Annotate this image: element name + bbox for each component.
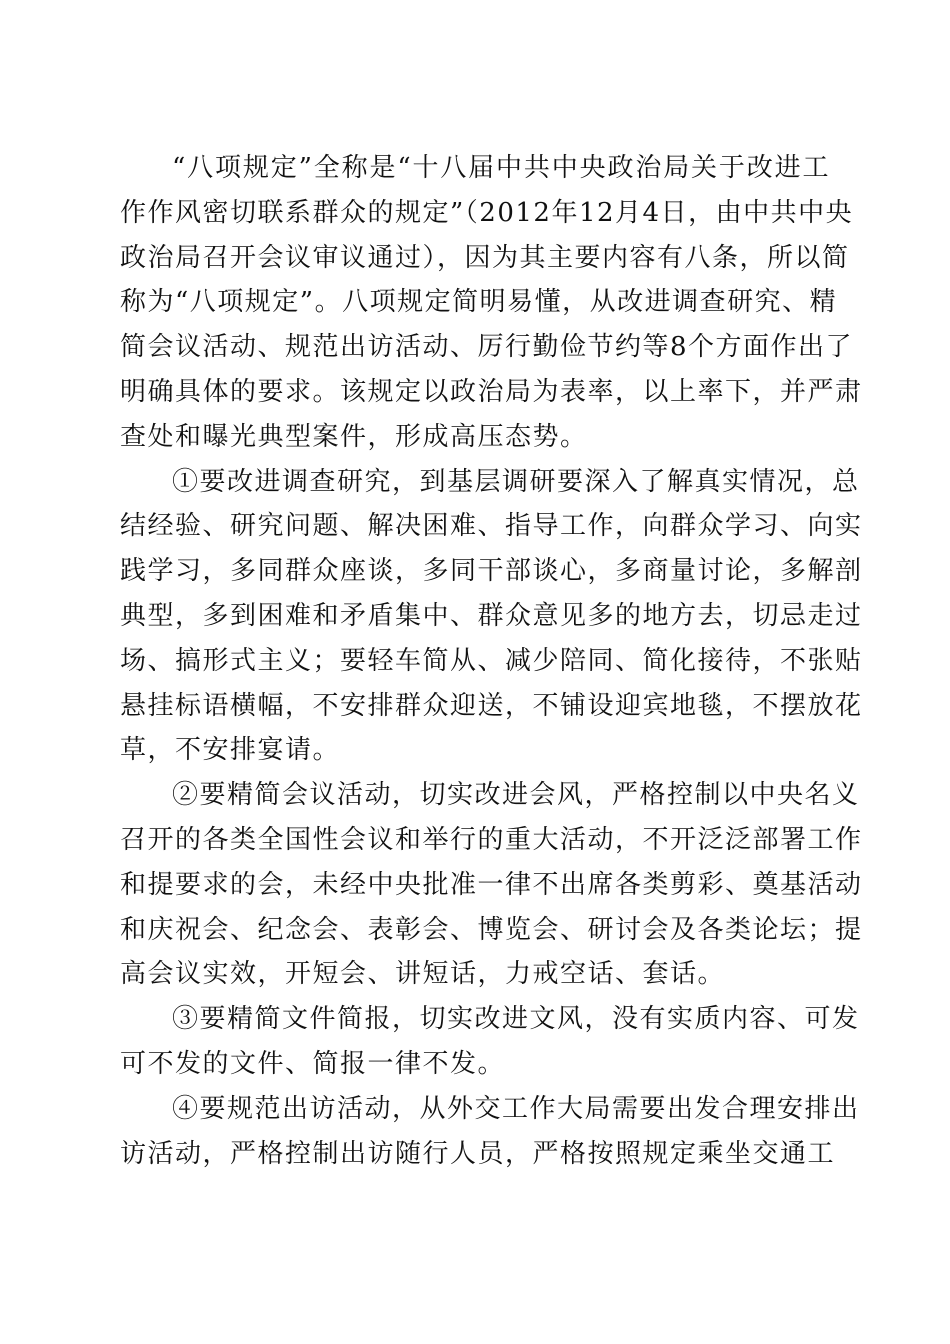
text-line: 悬挂标语横幅，不安排群众迎送，不铺设迎宾地毯，不摆放花 <box>120 690 863 721</box>
text-line: 场、搞形式主义；要轻车简从、减少陪同、简化接待，不张贴 <box>120 645 863 676</box>
text-line: 简会议活动、规范出访活动、厉行勤俭节约等8个方面作出了 <box>120 332 854 363</box>
text-line: 称为“八项规定”。八项规定简明易懂，从改进调查研究、精 <box>120 287 838 318</box>
text-line: 作作风密切联系群众的规定”（2012年12月4日，由中共中央 <box>120 197 854 228</box>
paragraph-item-3 <box>120 997 860 1087</box>
text-line: 高会议实效，开短会、讲短话，力戒空话、套话。 <box>120 959 726 990</box>
text-line: 明确具体的要求。该规定以政治局为表率，以上率下，并严肃 <box>120 376 863 407</box>
paragraph-item-4 <box>120 1087 860 1177</box>
text-line: ①要改进调查研究，到基层调研要深入了解真实情况，总 <box>172 466 860 497</box>
text-line: 政治局召开会议审议通过），因为其主要内容有八条，所以简 <box>120 242 850 273</box>
paragraph-item-2 <box>120 773 863 997</box>
text-line: ②要精简会议活动，切实改进会风，严格控制以中央名义 <box>172 780 860 811</box>
text-line: 查处和曝光典型案件，形成高压态势。 <box>120 421 588 452</box>
text-line: 草，不安排宴请。 <box>120 735 341 766</box>
document-body <box>120 146 863 1176</box>
paragraph-intro <box>120 146 863 460</box>
text-line: 可不发的文件、简报一律不发。 <box>120 1048 506 1079</box>
paragraph-item-1 <box>120 460 863 774</box>
text-line: ④要规范出访活动，从外交工作大局需要出发合理安排出 <box>172 1093 860 1124</box>
text-line: 召开的各类全国性会议和举行的重大活动，不开泛泛部署工作 <box>120 824 863 855</box>
text-line: 典型，多到困难和矛盾集中、群众意见多的地方去，切忌走过 <box>120 600 863 631</box>
text-line: ③要精简文件简报，切实改进文风，没有实质内容、可发 <box>172 1004 860 1035</box>
text-line: 结经验、研究问题、解决困难、指导工作，向群众学习、向实 <box>120 511 863 542</box>
text-line: 和提要求的会，未经中央批准一律不出席各类剪彩、奠基活动 <box>120 869 863 900</box>
text-line: 访活动，严格控制出访随行人员，严格按照规定乘坐交通工 <box>120 1138 836 1169</box>
text-line: “八项规定”全称是“十八届中共中央政治局关于改进工 <box>172 153 830 183</box>
text-line: 践学习，多同群众座谈，多同干部谈心，多商量讨论，多解剖 <box>120 556 863 587</box>
text-line: 和庆祝会、纪念会、表彰会、博览会、研讨会及各类论坛；提 <box>120 914 863 945</box>
